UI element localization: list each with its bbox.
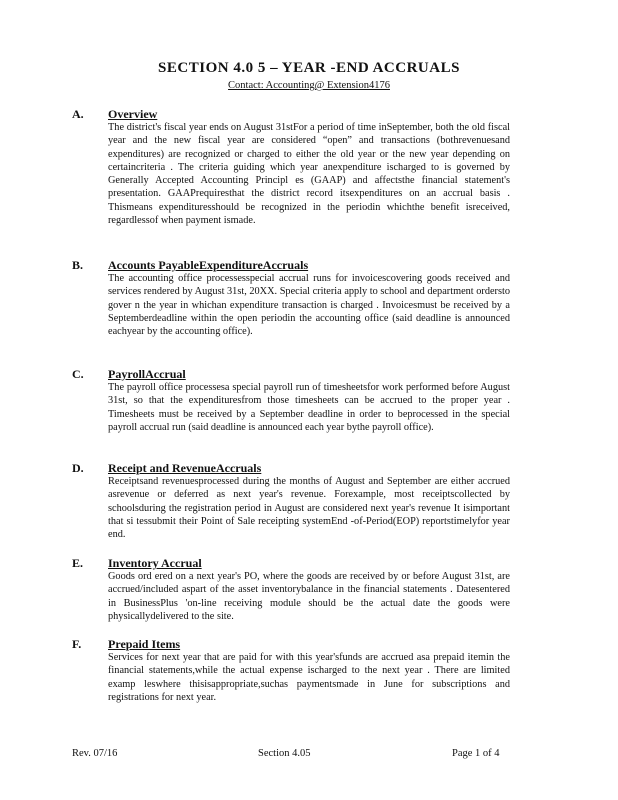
section-body: The accounting office processesspecial accrual runs for invoicescovering goods received and services rendered by August 31st, 20XX. Special criteria apply to school and department ordersto gover n the year in whichan expenditure transaction is charged . Invoicesmust be received by a Septemberdeadline within the open periodin the accounting office (said deadline is announced eachyear by the accounting office). bbox=[108, 273, 510, 338]
section-letter: C. bbox=[72, 367, 84, 381]
contact-line bbox=[0, 80, 618, 91]
footer-page-number: Page 1 of 4 bbox=[452, 748, 500, 759]
section-heading: PayrollAccrual bbox=[108, 367, 186, 381]
section-heading: Overview bbox=[108, 107, 158, 121]
footer-revision: Rev. 07/16 bbox=[72, 748, 118, 759]
footer-section: Section 4.05 bbox=[258, 748, 311, 759]
section-body: The payroll office processesa special payroll run of timesheetsfor work performed before August 31st, so that the expendituresfrom those timesheets can be accrued to the proper year . Timesheets must be received by a September deadline in order to beprocessed in the special payroll accrual run (said deadline is announced each year bythe payroll office). bbox=[108, 382, 510, 433]
section-letter: B. bbox=[72, 258, 84, 272]
section-heading: Inventory Accrual bbox=[108, 556, 202, 570]
section-heading: Accounts PayableExpenditureAccruals bbox=[108, 258, 309, 272]
section-letter: E. bbox=[72, 556, 84, 570]
section-letter: A. bbox=[72, 107, 84, 121]
section-body: Services for next year that are paid for with this year'sfunds are accrued asa prepaid itemin the financial statements,while the actual expense ischarged to the next year . There are limited examp leswhere thisisappropriate,suchas paymentsmade in June for subscriptions and registrations for next year. bbox=[108, 652, 510, 703]
section-body: Receiptsand revenuesprocessed during the months of August and September are either accrued asrevenue or deferred as next year's revenue. Forexample, most receiptscollected by schoolsduring the registration period in August are considered next year's revenue It isimportant that si tessubmit their Point of Sale receipting systemEnd -of-Period(EOP) reportstimelyfor year end. bbox=[108, 476, 510, 541]
section-body: The district's fiscal year ends on August 31stFor a period of time inSeptember, both the old fiscal year and the new fiscal year are considered “open” and transactions (bothrevenuesand expenditures) are recognized or charged to either the old year or the new year depending on certaincriteria . The criteria guiding which year anexpenditure ischarged to is governed by Generally Accepted Accounting Principl es (GAAP) and affectsthe financial statement's presentation. GAAPrequiresthat the district record itsexpenditures on an accrual basis . Thismeans expendituresshould be recognized in the periodin whichthe benefit isreceived, regardlessof when payment ismade. bbox=[108, 122, 510, 227]
section-letter: D. bbox=[72, 461, 84, 475]
section-heading: Prepaid Items bbox=[108, 637, 181, 651]
section-letter: F. bbox=[72, 637, 82, 651]
contact-text: Contact: Accounting@ Extension4176 bbox=[228, 80, 390, 91]
section-heading: Receipt and RevenueAccruals bbox=[108, 461, 262, 475]
section-body: Goods ord ered on a next year's PO, where the goods are received by or before August 31st, are accrued/included aspart of the asset inventorybalance in the financial statements . Datesentered in BusinessPlus 'on-line receiving module should be the actual date the goods were physicallydelivered to the site. bbox=[108, 571, 510, 622]
document-title: SECTION 4.0 5 – YEAR -END ACCRUALS bbox=[158, 60, 460, 76]
